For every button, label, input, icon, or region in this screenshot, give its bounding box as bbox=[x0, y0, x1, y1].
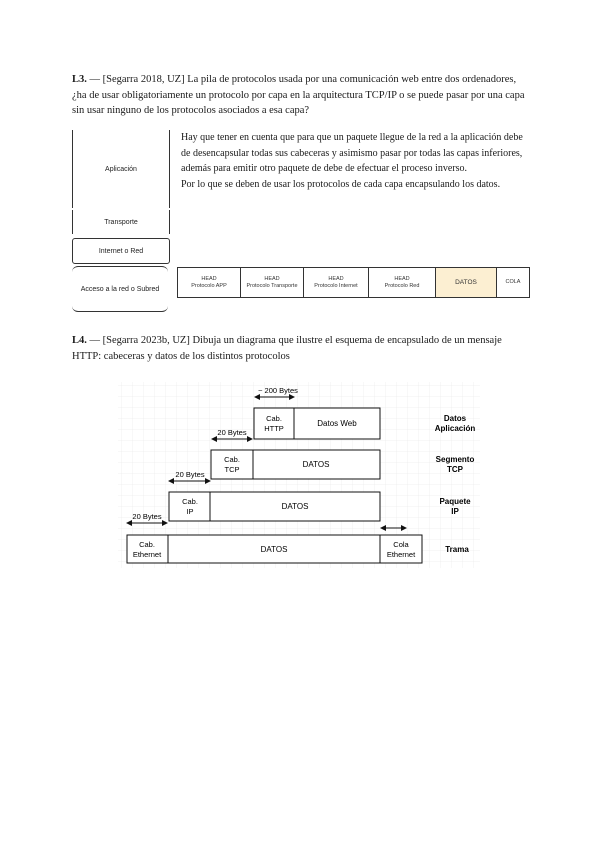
eth-header-line2: Ethernet bbox=[132, 550, 162, 559]
layer-aplicacion: Aplicación bbox=[72, 130, 170, 208]
eth-header-line1: Cab. bbox=[139, 540, 155, 549]
eth-label: Trama bbox=[445, 545, 469, 554]
size-label-ip: 20 Bytes bbox=[175, 470, 205, 479]
ip-data: DATOS bbox=[281, 502, 309, 511]
encap-cell-app: HEAD Protocolo APP bbox=[178, 268, 241, 297]
eth-data: DATOS bbox=[260, 545, 288, 554]
tcp-header-line2: TCP bbox=[224, 465, 240, 474]
tcp-data: DATOS bbox=[302, 460, 330, 469]
size-label-eth: 20 Bytes bbox=[132, 512, 162, 521]
app-label-line2: Aplicación bbox=[434, 424, 476, 433]
tcp-label-line1: Segmento bbox=[435, 455, 475, 464]
tcp-header-line1: Cab. bbox=[224, 455, 240, 464]
layer-internet: Internet o Red bbox=[72, 238, 170, 264]
ip-header-line1: Cab. bbox=[182, 497, 198, 506]
ip-header-line2: IP bbox=[186, 507, 194, 516]
encap-cell-transporte: HEAD Protocolo Transporte bbox=[241, 268, 304, 297]
encap-cell-red: HEAD Protocolo Red bbox=[369, 268, 436, 297]
tcp-label-line2: TCP bbox=[447, 465, 463, 474]
ip-label-line2: IP bbox=[451, 507, 459, 516]
eth-trailer-line1: Cola bbox=[393, 540, 409, 549]
layer-acceso: Acceso a la red o Subred bbox=[72, 266, 168, 312]
question-text: — [Segarra 2018, UZ] La pila de protocolos usada por una comunicación web entre dos ordenadores, ¿ha de usar obligatoriamente un protocolo por capa en la arquitectura TCP/IP o se puede pasar por una capa sin usar ninguno de los protocolos asociados a esa capa? bbox=[72, 74, 525, 116]
encap-cell-cola: COLA bbox=[505, 279, 521, 285]
size-label-tcp: 20 Bytes bbox=[217, 428, 247, 437]
layer-transporte: Transporte bbox=[72, 210, 170, 234]
answer-paragraph-1: Hay que tener en cuenta que para que un paquete llegue de la red a la aplicación debe de desencapsular todas sus cabeceras y asimismo pasar por todas las capas inferiores, además para emitir otro paquete de debe de efectuar el proceso inverso. bbox=[181, 132, 523, 174]
encap-cell-internet: HEAD Protocolo Internet bbox=[304, 268, 369, 297]
ip-label-line1: Paquete bbox=[439, 497, 471, 506]
question-number: L3. bbox=[72, 74, 87, 85]
ip-frame bbox=[169, 492, 380, 521]
question-number: L4. bbox=[72, 335, 87, 346]
app-header-line1: Cab. bbox=[266, 414, 282, 423]
question-text: — [Segarra 2023b, UZ] Dibuja un diagrama que ilustre el esquema de encapsulado de un mensaje HTTP: cabeceras y datos de los distintos protocolos bbox=[72, 335, 502, 362]
encap-cell-datos: DATOS bbox=[436, 268, 497, 297]
app-data: Datos Web bbox=[317, 419, 357, 428]
app-label-line1: Datos bbox=[443, 414, 467, 423]
answer-paragraph-2: Por lo que se deben de usar los protocolos de cada capa encapsulando los datos. bbox=[181, 178, 501, 190]
size-label-app: ~ 200 Bytes bbox=[258, 386, 298, 395]
app-header-line2: HTTP bbox=[264, 424, 284, 433]
eth-trailer-line2: Ethernet bbox=[386, 550, 416, 559]
